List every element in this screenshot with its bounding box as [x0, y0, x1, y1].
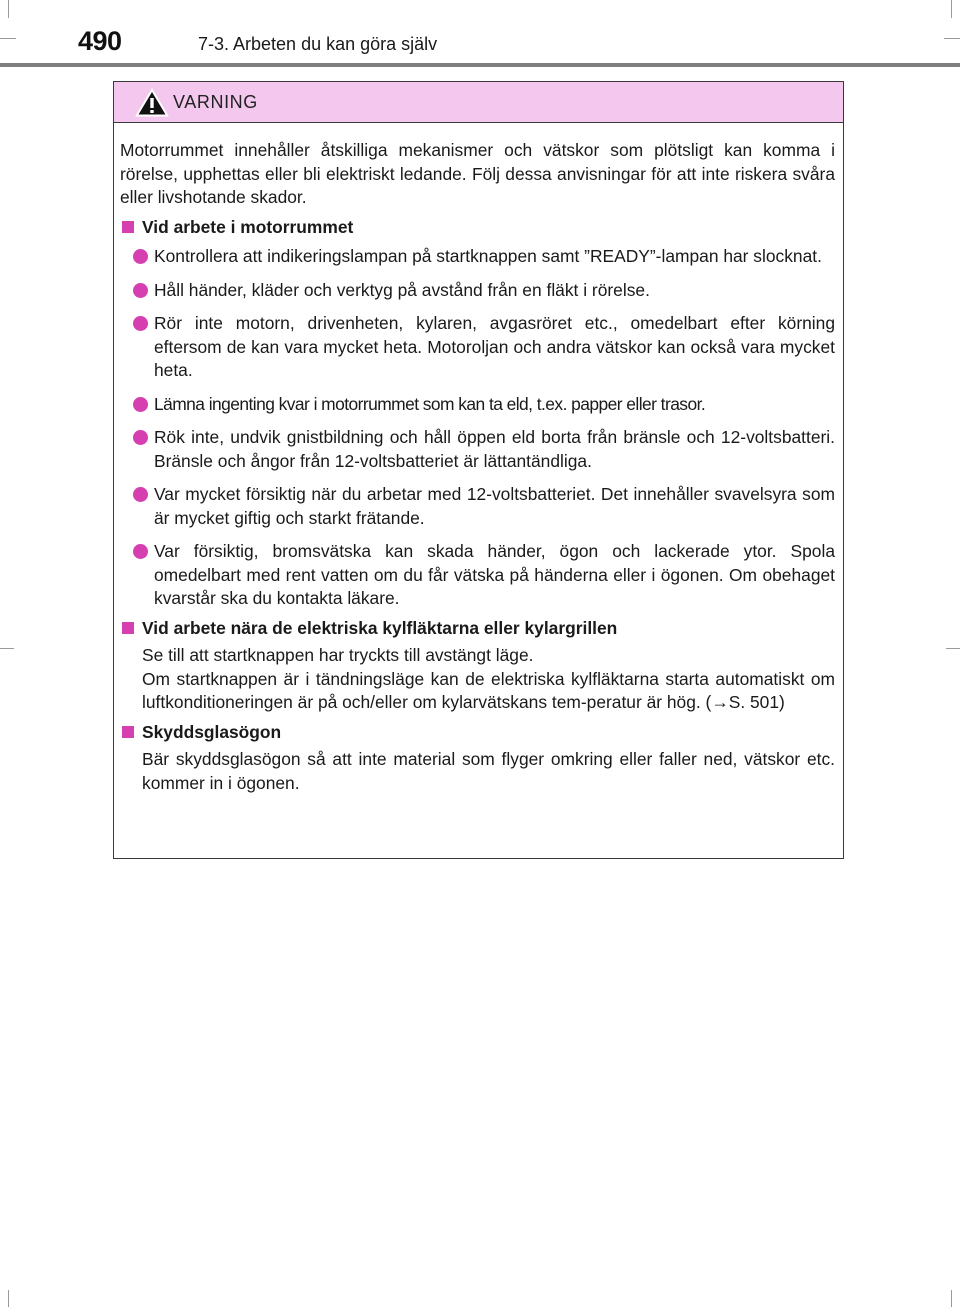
section-heading — [120, 617, 835, 641]
list-item-text: Rör inte motorn, drivenheten, kylaren, avgasröret etc., omedelbart efter körning eftersom de kan vara mycket heta. Motoroljan och andra vätskor kan också vara mycket heta. — [154, 313, 835, 380]
round-bullet-icon — [133, 249, 148, 264]
section-heading — [120, 216, 835, 240]
warning-label: VARNING — [173, 92, 258, 112]
list-item — [120, 312, 835, 383]
round-bullet-icon — [133, 397, 148, 412]
list-item-text: Rök inte, undvik gnistbildning och håll öppen eld borta från bränsle och 12-voltsbatteri. Bränsle och ångor från 12-voltsbatteriet är lättantändliga. — [154, 427, 835, 471]
list-item-text: Var mycket försiktig när du arbetar med 12-voltsbatteriet. Det innehåller svavelsyra som är mycket giftig och starkt frätande. — [154, 484, 835, 528]
section-text: Om startknappen är i tändningsläge kan de elektriska kylfläktarna starta automatiskt om luftkonditioneringen är på och/eller om kylarvätskans tem-peratur är hög. (→S. 501) — [142, 668, 835, 712]
crop-mark — [944, 38, 960, 39]
crop-mark — [951, 0, 952, 18]
crop-mark — [0, 648, 14, 649]
list-item — [120, 540, 835, 611]
crop-mark — [946, 648, 960, 649]
page-number: 490 — [78, 26, 122, 56]
square-bullet-icon — [122, 726, 134, 738]
round-bullet-icon — [133, 316, 148, 331]
warning-box — [113, 81, 844, 859]
crop-mark — [0, 38, 16, 39]
list-item — [120, 245, 835, 269]
round-bullet-icon — [133, 544, 148, 559]
warning-header — [114, 82, 843, 123]
section-heading-text: Skyddsglasögon — [142, 721, 282, 742]
list-item — [120, 483, 835, 530]
list-item — [120, 426, 835, 473]
section-heading-text: Vid arbete i motorrummet — [142, 216, 354, 237]
section-text: Bär skyddsglasögon så att inte material som flyger omkring eller faller ned, vätskor etc. kommer in i ögonen. — [142, 749, 835, 793]
header-rule — [0, 63, 960, 67]
list-item-text: Var försiktig, bromsvätska kan skada händer, ögon och lackerade ytor. Spola omedelbart med rent vatten om du får vätska på händerna eller i ögonen. Om obehaget kvarstår ska du kontakta läkare. — [154, 541, 835, 608]
section-heading — [120, 721, 835, 745]
square-bullet-icon — [122, 622, 134, 634]
list-item — [120, 393, 835, 417]
section-title: 7-3. Arbeten du kan göra själv — [198, 34, 438, 54]
crop-mark — [8, 0, 9, 18]
square-bullet-icon — [122, 221, 134, 233]
list-item — [120, 279, 835, 303]
warning-body — [114, 123, 843, 795]
section-heading-text: Vid arbete nära de elektriska kylfläktarna eller kylargrillen — [142, 617, 618, 638]
list-item-text: Kontrollera att indikeringslampan på startknappen samt ”READY”-lampan har slocknat. — [154, 246, 822, 266]
warning-triangle-icon — [135, 88, 169, 117]
section-text: Se till att startknappen har tryckts till avstängt läge. — [142, 645, 534, 665]
warning-intro: Motorrummet innehåller åtskilliga mekanismer och vätskor som plötsligt kan komma i rörelse, upphettas eller bli elektriskt ledande. Följ dessa anvisningar för att inte riskera svåra eller livshotande skador. — [120, 140, 835, 207]
round-bullet-icon — [133, 487, 148, 502]
round-bullet-icon — [133, 283, 148, 298]
list-item-text: Håll händer, kläder och verktyg på avstånd från en fläkt i rörelse. — [154, 279, 650, 300]
list-item-text: Lämna ingenting kvar i motorrummet som kan ta eld, t.ex. papper eller trasor. — [154, 393, 706, 414]
crop-mark — [951, 1290, 952, 1307]
round-bullet-icon — [133, 430, 148, 445]
crop-mark — [8, 1290, 9, 1307]
